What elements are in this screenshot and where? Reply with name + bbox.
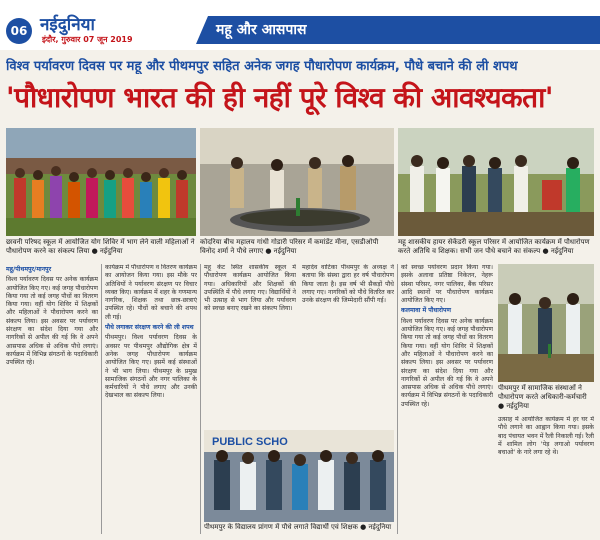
- photo-public-school: [204, 430, 394, 522]
- photo-school-planting: [398, 128, 594, 236]
- caption-officers-planting: कोदरिया बीच महालय गांधी गोडारी परिसर में कमांडेंट मीना, एसडीओपी विनोद शर्मा ने पौधे लगाए ● नईदुनिया: [200, 238, 379, 255]
- column-6-text: को स्वच्छ पर्यावरण प्रदान किया गया। इसके अलावा प्रतिष्ठा निकेतन, नेहरू संस्था परिसर, नगर पालिका, बैंक परिसर आदि स्थानों पर पौधारोपण कार्यक्रम आयोजित किए गए।: [401, 264, 493, 305]
- article-column-3: [204, 264, 296, 424]
- article-column-1: [6, 264, 98, 534]
- photo-yoga-camp: [6, 128, 196, 236]
- school-banner-text: PUBLIC SCHO: [212, 436, 288, 448]
- article-column-2: [105, 264, 197, 534]
- article-column-4: [302, 264, 394, 424]
- photo-officers-planting: [200, 128, 394, 236]
- page-number: 06: [6, 18, 32, 44]
- article-column-6: [498, 416, 594, 534]
- story-kicker: विश्व पर्यावरण दिवस पर महू और पीथमपुर सहित अनेक जगह पौधारोपण कार्यक्रम, पौधे बचाने की ली शपथ: [6, 59, 518, 74]
- caption-public-school: पीथमपुर के विद्यालय प्रांगण में पौधे लगाते विद्यार्थी एवं शिक्षक ● नईदुनिया: [204, 523, 392, 531]
- masthead: [0, 0, 600, 50]
- column-1-heading: महू/पीथमपुर/मानपुर: [6, 266, 52, 273]
- section-title: महू और आसपास: [196, 16, 600, 44]
- column-6-subhead: कलमावा में पौधारोपण: [401, 307, 451, 315]
- photo-pithampur-planting: [498, 264, 594, 382]
- column-divider: [397, 264, 398, 534]
- column-4-text: महू केंट स्थित शासकीय स्कूल में पौधारोपण कार्यक्रम आयोजित किया गया। अधिकारियों और शिक्षकों की उपस्थिति में पौधे लगाए गए। विद्यार्थियों ने भी उत्साह से भाग लिया और पर्यावरण को स्वच्छ बनाए रखने का संकल्प लिया।: [204, 264, 296, 313]
- caption-school-planting: महू शासकीय हायर सेकेंडरी स्कूल परिसर में आयोजित कार्यक्रम में पौधारोपण करते अतिथि व शिक्षक। सभी जन पौधे बचाने का संकल्प ● नईदुनिया: [398, 238, 590, 255]
- column-5-text: महादेव वाटिका पीथमपुर के अध्यक्ष ने बताया कि संस्था द्वारा हर वर्ष पौधारोपण किया जाता है। इस वर्ष भी सैकड़ों पौधे लगाए गए। नागरिकों को पौधे वितरित कर उनके संरक्षण की जिम्मेदारी सौंपी गई।: [302, 264, 394, 305]
- column-divider: [200, 264, 201, 534]
- story-headline: 'पौधारोपण भारत की ही नहीं पूरे विश्व की आवश्यकता': [6, 81, 553, 114]
- column-1-text: विश्व पर्यावरण दिवस पर अनेक कार्यक्रम आयोजित किए गए। कई जगह पौधारोपण किया गया तो कई जगह पौधों का वितरण किया गया। वहीं योग शिविर में शिक्षकों और महिलाओं ने पौधारोपण करने का संकल्प लिया। इस अवसर पर पर्यावरण संरक्षण का संदेश दिया गया और नागरिकों से अपील की गई कि वे अपने आसपास अधिक से अधिक पौधे लगाएं। कार्यक्रम में विभिन्न संगठनों के पदाधिकारी उपस्थित रहे।: [6, 276, 98, 367]
- column-divider: [101, 264, 102, 534]
- newspaper-logo: नईदुनिया: [40, 15, 95, 35]
- caption-yoga-camp: छावनी परिषद स्कूल में आयोजित योग शिविर में भाग लेने वाली महिलाओं ने पौधारोपण करने का संकल्प लिया ● नईदुनिया: [6, 238, 195, 255]
- dateline: इंदौर, गुरुवार 07 जून 2019: [42, 35, 133, 44]
- column-2-text: कार्यक्रम में पौधारोपण व वितरण कार्यक्रम का आयोजन किया गया। इस मौके पर अतिथियों ने पर्यावरण संरक्षण पर विचार व्यक्त किए। कार्यक्रम में शहर के गणमान्य नागरिक, शिक्षक तथा छात्र-छात्राएं उपस्थित रहे। पौधों को बचाने की शपथ ली गई।: [105, 264, 197, 321]
- column-3-text: पीथमपुर। विश्व पर्यावरण दिवस के अवसर पर पीथमपुर औद्योगिक क्षेत्र में अनेक जगह पौधारोपण कार्यक्रम आयोजित किए गए। इसमें कई संस्थाओं ने भी भाग लिया। पीथमपुर के प्रमुख सामाजिक संगठनों और नगर पालिका के कर्मचारियों ने पौधे लगाए और उनकी देखभाल का संकल्प लिया।: [105, 334, 197, 400]
- column-7-text: उत्साह में आयोजित कार्यक्रम में हर घर में पौधे लगाने का आह्वान किया गया। इसके बाद पंचायत भवन में रैली निकाली गई। रैली में शामिल लोग 'पेड़ लगाओ पर्यावरण बचाओ' के नारे लगा रहे थे।: [498, 416, 594, 457]
- column-1-repeat: विश्व पर्यावरण दिवस पर अनेक कार्यक्रम आयोजित किए गए। कई जगह पौधारोपण किया गया तो कई जगह पौधों का वितरण किया गया। वहीं योग शिविर में शिक्षकों और महिलाओं ने पौधारोपण करने का संकल्प लिया। इस अवसर पर पर्यावरण संरक्षण का संदेश दिया गया और नागरिकों से अपील की गई कि वे अपने आसपास अधिक से अधिक पौधे लगाएं। कार्यक्रम में विभिन्न संगठनों के पदाधिकारी उपस्थित रहे।: [401, 317, 493, 408]
- article-column-5: [401, 264, 493, 534]
- column-2-subhead: पौधे लगाकर संरक्षण करने की ली शपथ: [105, 324, 194, 332]
- caption-pithampur-planting: पीथमपुर में सामाजिक संस्थाओं ने पौधारोपण करते अधिकारी-कर्मचारी ● नईदुनिया: [498, 384, 587, 410]
